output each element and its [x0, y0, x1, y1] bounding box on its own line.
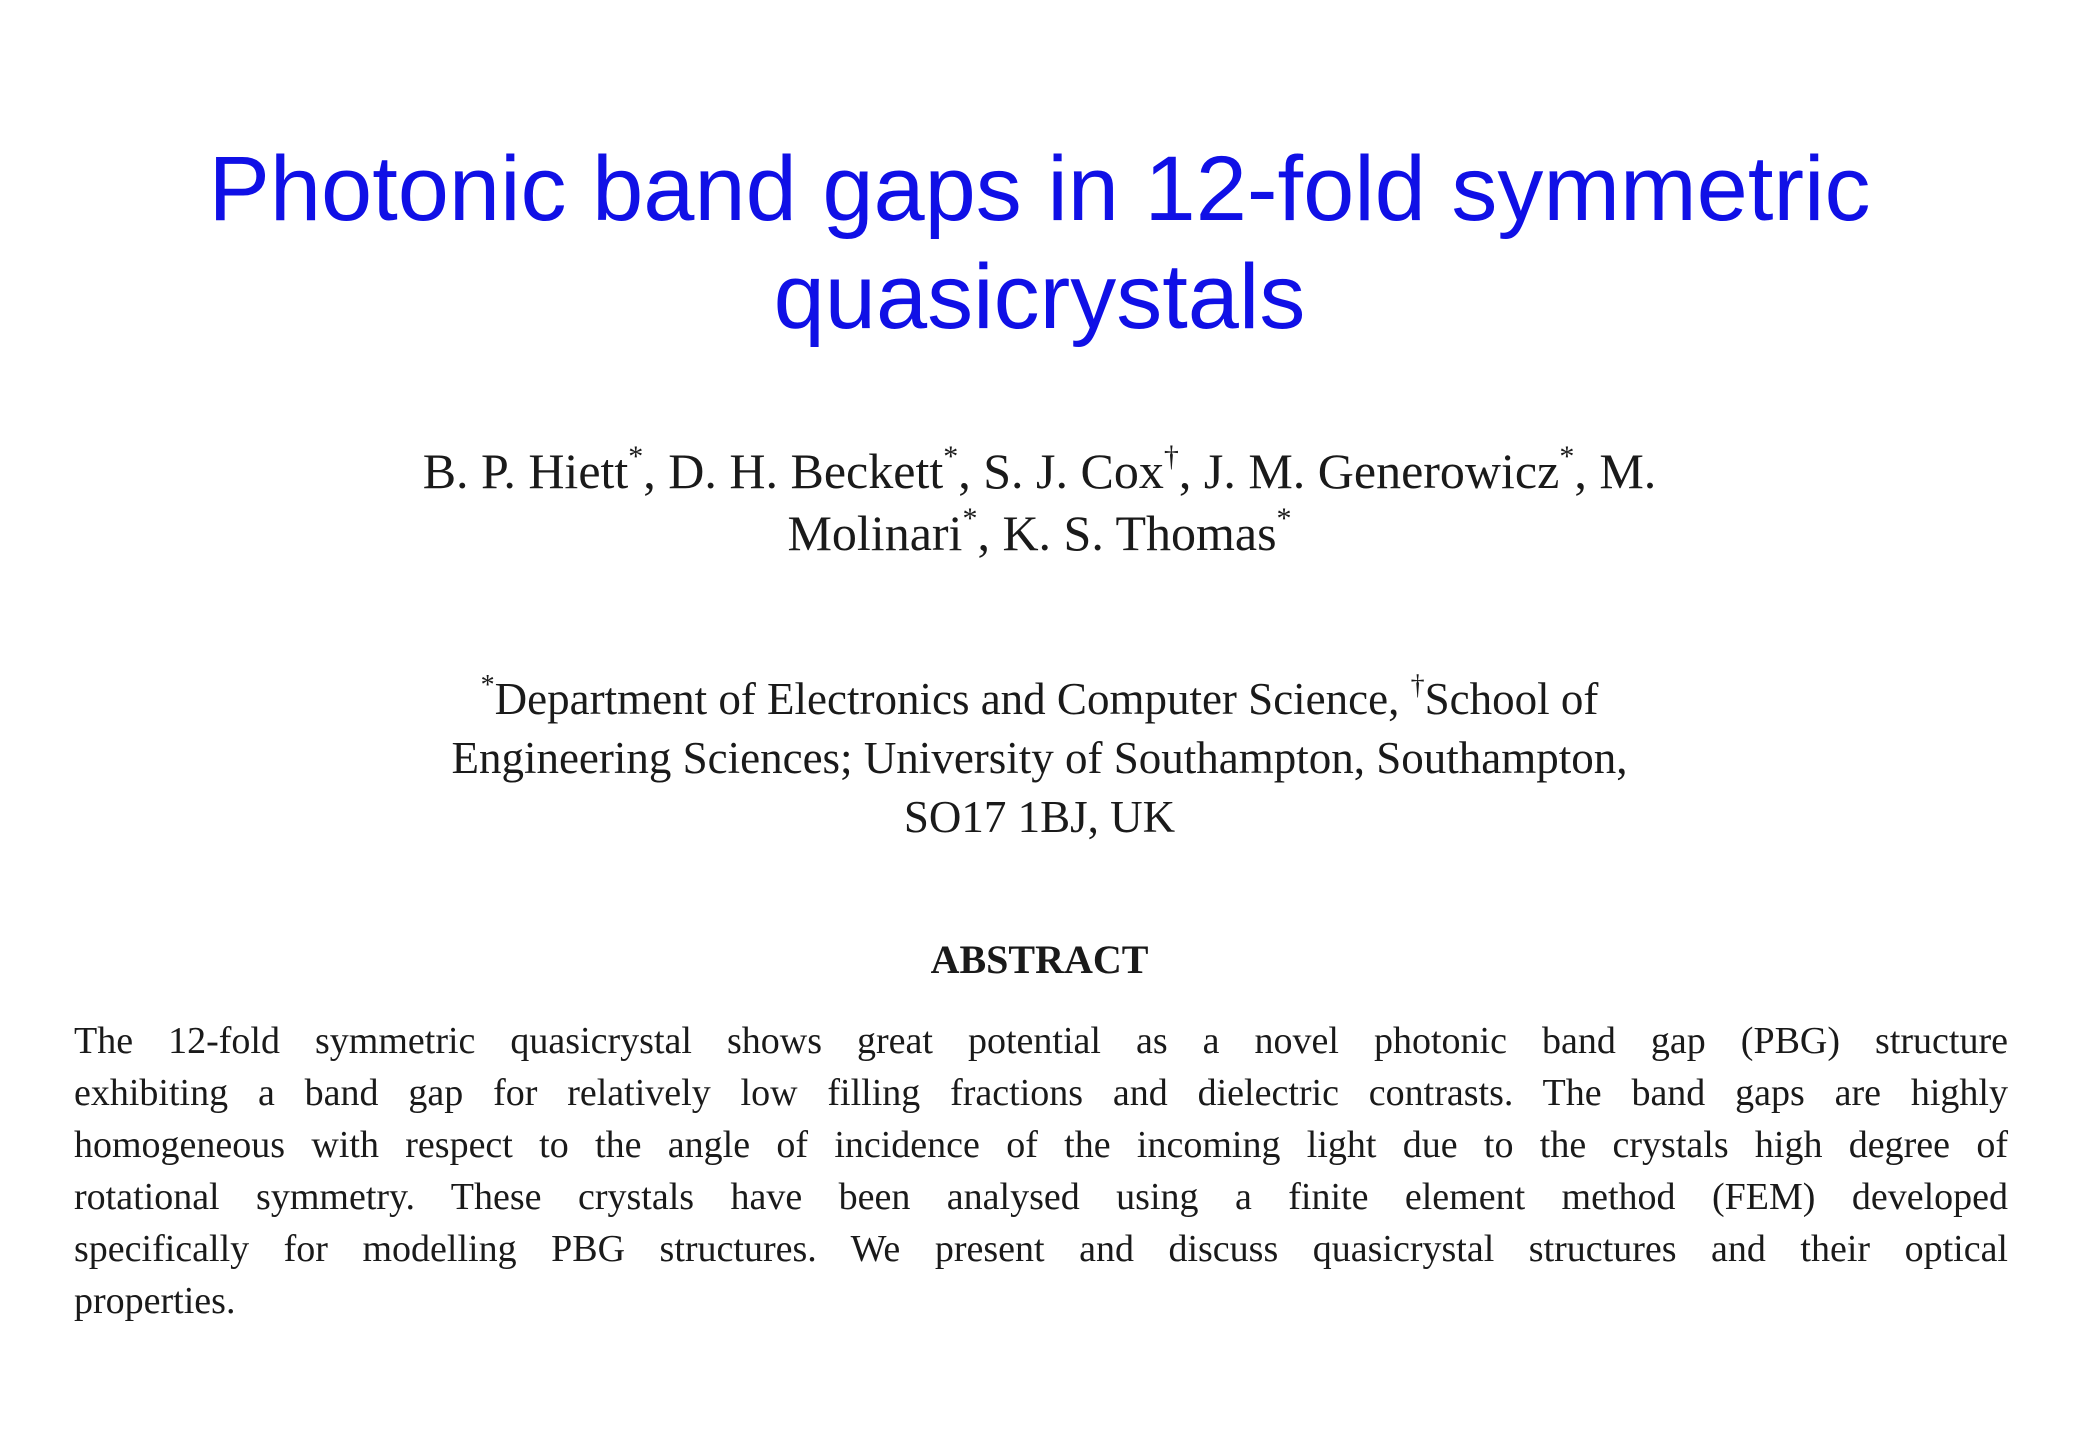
abstract-line-2: exhibiting a band gap for relatively low filling fractions and dielectric contrasts. The band gaps are highly: [74, 1072, 2008, 1114]
affiliation-mark-dagger: †: [1410, 670, 1425, 701]
affiliation-block: [0, 670, 2079, 847]
author-list: [0, 440, 2079, 564]
author-thomas: , K. S. Thomas: [977, 505, 1277, 561]
author-generowicz: , J. M. Generowicz: [1178, 443, 1560, 499]
paper-title-line-1: Photonic band gaps in 12-fold symmetric: [208, 138, 1871, 240]
abstract-body: [74, 1015, 2008, 1327]
author-generowicz-mark: *: [1559, 440, 1575, 473]
abstract-heading: ABSTRACT: [930, 937, 1149, 982]
author-molinari: Molinari: [787, 505, 963, 561]
author-molinari-initial: , M.: [1574, 443, 1657, 499]
affiliation-school: School of: [1424, 674, 1599, 724]
author-hiett-mark: *: [628, 440, 644, 473]
affiliation-line-2: Engineering Sciences; University of Southampton, Southampton,: [451, 733, 1628, 783]
affiliation-line-3: SO17 1BJ, UK: [903, 792, 1176, 842]
abstract-line-1: The 12-fold symmetric quasicrystal shows great potential as a novel photonic band gap (PBG) structure: [74, 1020, 2008, 1062]
author-list-line-1: [0, 440, 2079, 502]
author-beckett-mark: *: [943, 440, 959, 473]
affiliation-department: Department of Electronics and Computer Science,: [494, 674, 1411, 724]
author-cox-mark: †: [1163, 440, 1179, 473]
affiliation-line-1: [0, 670, 2079, 729]
abstract-line-4: rotational symmetry. These crystals have been analysed using a finite element method (FEM) developed: [74, 1176, 2008, 1218]
author-list-line-2: [0, 502, 2079, 564]
abstract-line-6: properties.: [74, 1280, 236, 1322]
author-thomas-mark: *: [1276, 502, 1292, 535]
author-hiett: B. P. Hiett: [422, 443, 629, 499]
paper-title-line-2: quasicrystals: [773, 246, 1306, 348]
author-molinari-mark: *: [962, 502, 978, 535]
author-cox: , S. J. Cox: [958, 443, 1164, 499]
abstract-line-5: specifically for modelling PBG structures. We present and discuss quasicrystal structures and their optical: [74, 1228, 2008, 1270]
abstract-line-3: homogeneous with respect to the angle of incidence of the incoming light due to the crystals high degree of: [74, 1124, 2008, 1166]
author-beckett: , D. H. Beckett: [643, 443, 944, 499]
paper-title: [0, 135, 2079, 351]
affiliation-mark-star: *: [480, 670, 495, 701]
